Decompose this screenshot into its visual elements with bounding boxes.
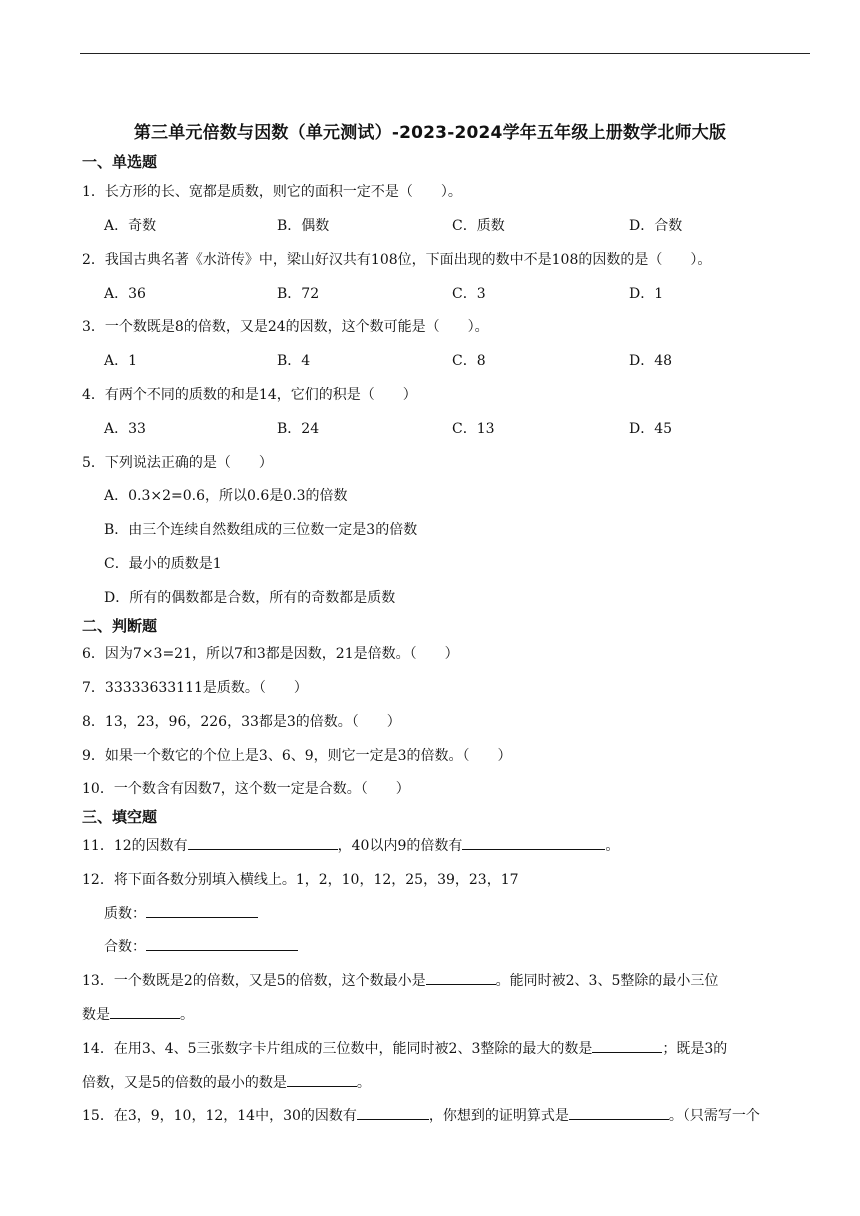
- question-15: [82, 1105, 760, 1125]
- question-13-text-2: 。能同时被2、3、5整除的最小三位: [495, 973, 719, 989]
- section-heading-fill-blank: 三、填空题: [82, 808, 158, 826]
- question-1-options: [104, 215, 804, 235]
- question-12-prime-line: [104, 903, 258, 923]
- header-rule: [80, 53, 810, 54]
- question-15-text-3: 。（只需写一个: [668, 1108, 760, 1124]
- question-5-option-a[interactable]: A．0.3×2=0.6，所以0.6是0.3的倍数: [104, 488, 348, 504]
- option-d[interactable]: D．45: [629, 421, 673, 437]
- answer-blank[interactable]: [287, 1072, 357, 1087]
- option-b[interactable]: B．4: [277, 353, 311, 369]
- question-14-text-2: ；既是3的: [662, 1041, 728, 1057]
- question-13-line-1: [82, 970, 718, 990]
- page-title: 第三单元倍数与因数（单元测试）-2023-2024学年五年级上册数学北师大版: [133, 123, 727, 143]
- option-d[interactable]: D．48: [629, 353, 673, 369]
- composite-label: 合数：: [104, 939, 146, 955]
- option-a[interactable]: A．36: [104, 286, 146, 302]
- section-heading-true-false: 二、判断题: [82, 617, 158, 635]
- question-14-text-4: 。: [356, 1075, 371, 1091]
- question-14-line-1: [82, 1038, 727, 1058]
- question-8: 8．13，23，96，226，33都是3的倍数。（ ）: [82, 714, 401, 730]
- option-b[interactable]: B．偶数: [277, 218, 330, 234]
- question-6: 6．因为7×3=21，所以7和3都是因数，21是倍数。（ ）: [82, 646, 459, 662]
- question-13-text-3: 数是: [82, 1007, 110, 1023]
- question-4-options: [104, 418, 804, 438]
- option-d[interactable]: D．合数: [629, 218, 683, 234]
- answer-blank[interactable]: [146, 903, 258, 918]
- question-13-line-2: [82, 1004, 194, 1024]
- question-11-text-2: ，40以内9的倍数有: [337, 838, 463, 854]
- question-4: 4．有两个不同的质数的和是14，它们的积是（ ）: [82, 387, 417, 403]
- option-c[interactable]: C．13: [452, 421, 495, 437]
- question-13-text-4: 。: [180, 1007, 194, 1023]
- option-c[interactable]: C．质数: [452, 218, 505, 234]
- question-5-option-c[interactable]: C．最小的质数是1: [104, 556, 222, 572]
- question-12: 12．将下面各数分别填入横线上。1，2，10，12，25，39，23，17: [82, 872, 519, 888]
- question-15-text-1: 15．在3，9，10，12，14中，30的因数有: [82, 1108, 357, 1124]
- question-7: 7．33333633111是质数。（ ）: [82, 680, 308, 696]
- question-12-composite-line: [104, 936, 298, 956]
- question-3: 3．一个数既是8的倍数，又是24的因数，这个数可能是（ ）。: [82, 319, 489, 335]
- answer-blank[interactable]: [462, 835, 605, 850]
- answer-blank[interactable]: [357, 1105, 429, 1120]
- answer-blank[interactable]: [426, 970, 496, 985]
- question-11-text-3: 。: [605, 838, 620, 854]
- answer-blank[interactable]: [592, 1038, 662, 1053]
- option-a[interactable]: A．33: [104, 421, 146, 437]
- answer-blank[interactable]: [110, 1004, 180, 1019]
- answer-blank[interactable]: [146, 936, 298, 951]
- prime-label: 质数：: [104, 906, 146, 922]
- question-11-text-1: 11．12的因数有: [82, 838, 188, 854]
- question-14-text-1: 14．在用3、4、5三张数字卡片组成的三位数中，能同时被2、3整除的最大的数是: [82, 1041, 593, 1057]
- question-10: 10．一个数含有因数7，这个数一定是合数。（ ）: [82, 781, 410, 797]
- question-14-text-3: 倍数，又是5的倍数的最小的数是: [82, 1075, 287, 1091]
- answer-blank[interactable]: [188, 835, 338, 850]
- option-c[interactable]: C．3: [452, 286, 486, 302]
- question-1: 1．长方形的长、宽都是质数，则它的面积一定不是（ ）。: [82, 184, 462, 200]
- option-d[interactable]: D．1: [629, 286, 664, 302]
- question-14-line-2: [82, 1072, 371, 1092]
- option-c[interactable]: C．8: [452, 353, 486, 369]
- question-11: [82, 835, 619, 855]
- question-13-text-1: 13．一个数既是2的倍数，又是5的倍数，这个数最小是: [82, 973, 426, 989]
- section-heading-single-choice: 一、单选题: [82, 153, 158, 171]
- option-b[interactable]: B．24: [277, 421, 320, 437]
- question-3-options: [104, 350, 804, 370]
- option-b[interactable]: B．72: [277, 286, 320, 302]
- option-a[interactable]: A．奇数: [104, 218, 157, 234]
- question-9: 9．如果一个数它的个位上是3、6、9，则它一定是3的倍数。（ ）: [82, 748, 512, 764]
- question-5: 5．下列说法正确的是（ ）: [82, 455, 273, 471]
- question-5-option-d[interactable]: D．所有的偶数都是合数，所有的奇数都是质数: [104, 590, 396, 606]
- question-5-option-b[interactable]: B．由三个连续自然数组成的三位数一定是3的倍数: [104, 522, 418, 538]
- option-a[interactable]: A．1: [104, 353, 138, 369]
- question-15-text-2: ，你想到的证明算式是: [428, 1108, 569, 1124]
- question-2-options: [104, 283, 804, 303]
- answer-blank[interactable]: [569, 1105, 669, 1120]
- question-2: 2．我国古典名著《水浒传》中，梁山好汉共有108位，下面出现的数中不是108的因数的是（ ）。: [82, 252, 712, 268]
